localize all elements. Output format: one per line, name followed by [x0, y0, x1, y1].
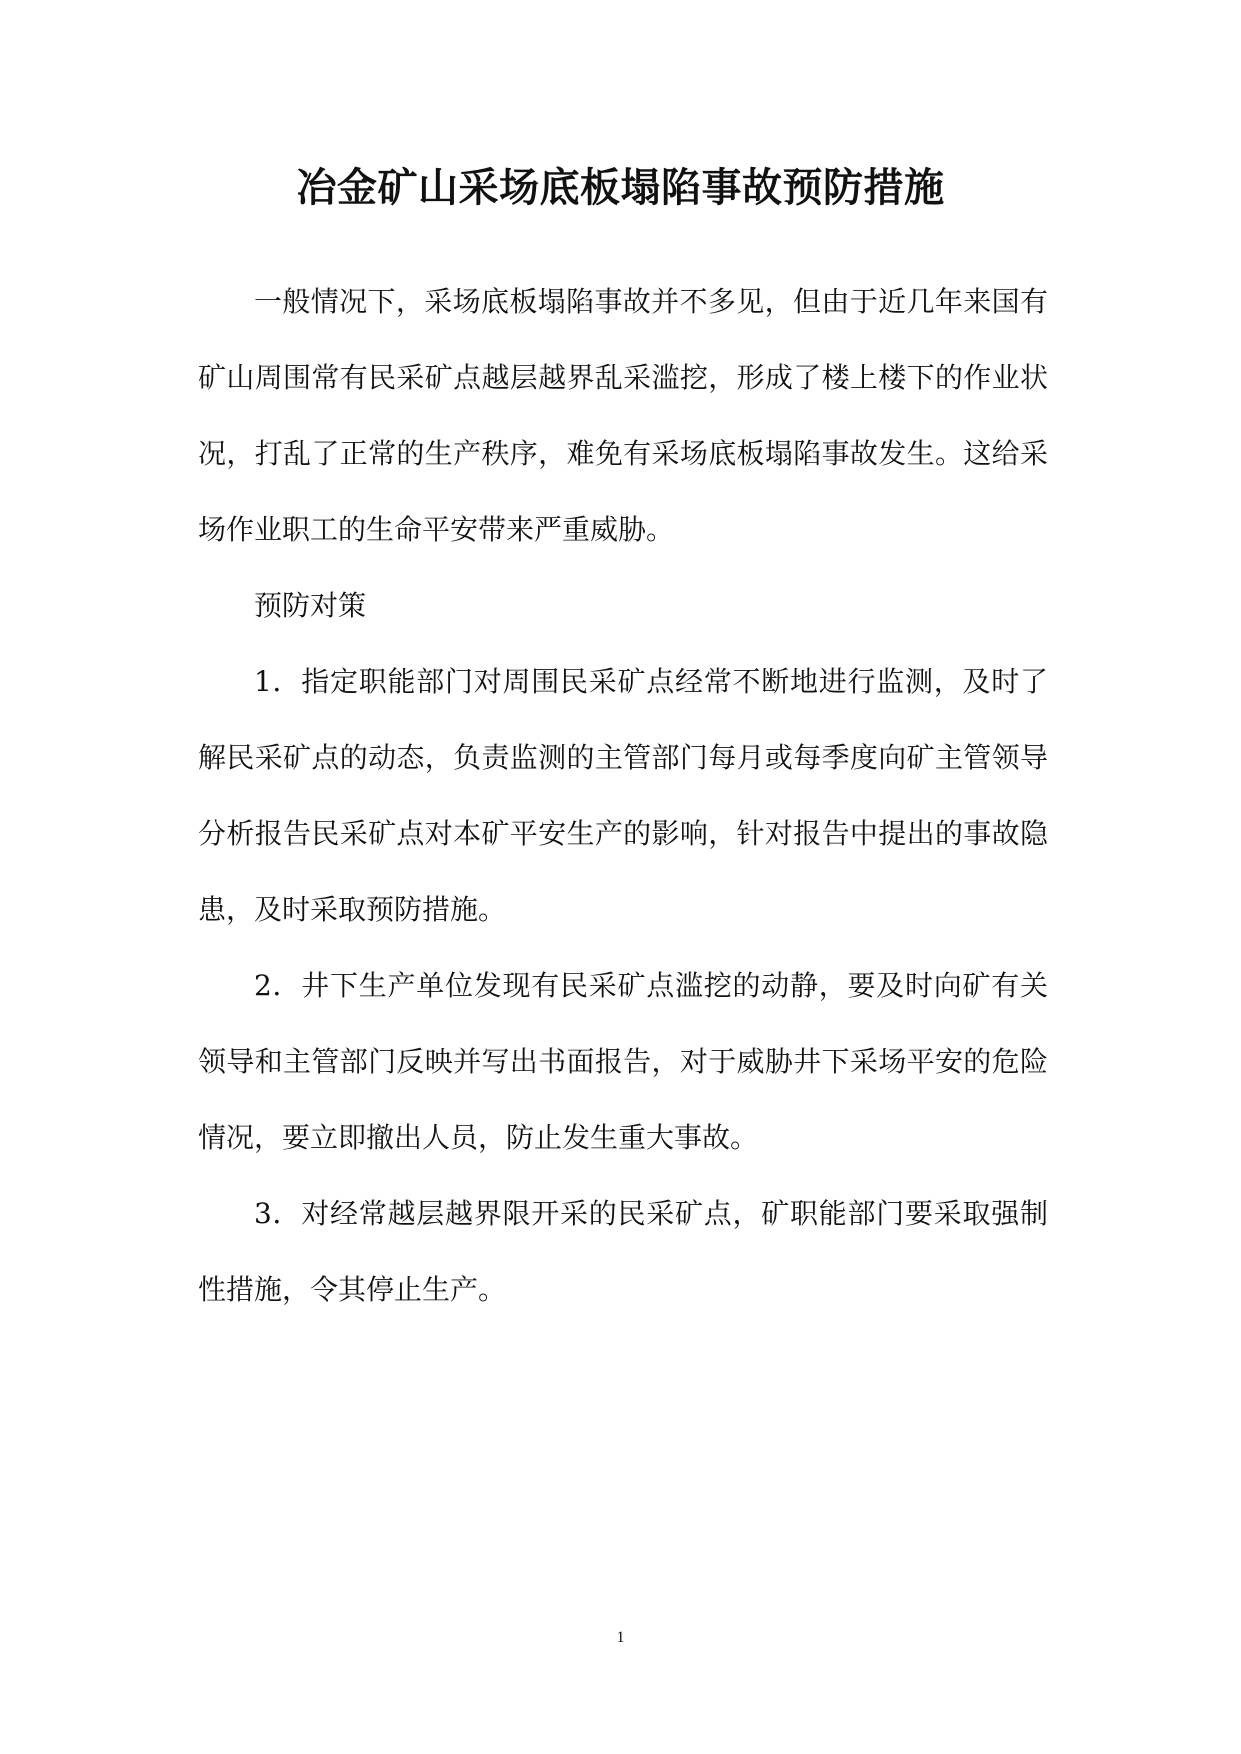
document-body	[198, 264, 1048, 1328]
document-title: 冶金矿山采场底板塌陷事故预防措施	[296, 164, 945, 211]
page-number: 1	[616, 1629, 625, 1646]
paragraph-item-2: 2．井下生产单位发现有民采矿点滥挖的动静，要及时向矿有关领导和主管部门反映并写出书面报告，对于威胁井下采场平安的危险情况，要立即撤出人员，防止发生重大事故。	[198, 969, 1048, 1154]
paragraph-item-1: 1．指定职能部门对周围民采矿点经常不断地进行监测，及时了解民采矿点的动态，负责监测的主管部门每月或每季度向矿主管领导分析报告民采矿点对本矿平安生产的影响，针对报告中提出的事故隐患，及时采取预防措施。	[198, 665, 1048, 926]
paragraph-heading-prevention: 预防对策	[254, 589, 367, 622]
paragraph-intro: 一般情况下，采场底板塌陷事故并不多见，但由于近几年来国有矿山周围常有民采矿点越层越界乱采滥挖，形成了楼上楼下的作业状况，打乱了正常的生产秩序，难免有采场底板塌陷事故发生。这给采场作业职工的生命平安带来严重威胁。	[198, 285, 1048, 546]
paragraph-item-3: 3．对经常越层越界限开采的民采矿点，矿职能部门要采取强制性措施，令其停止生产。	[198, 1197, 1048, 1306]
